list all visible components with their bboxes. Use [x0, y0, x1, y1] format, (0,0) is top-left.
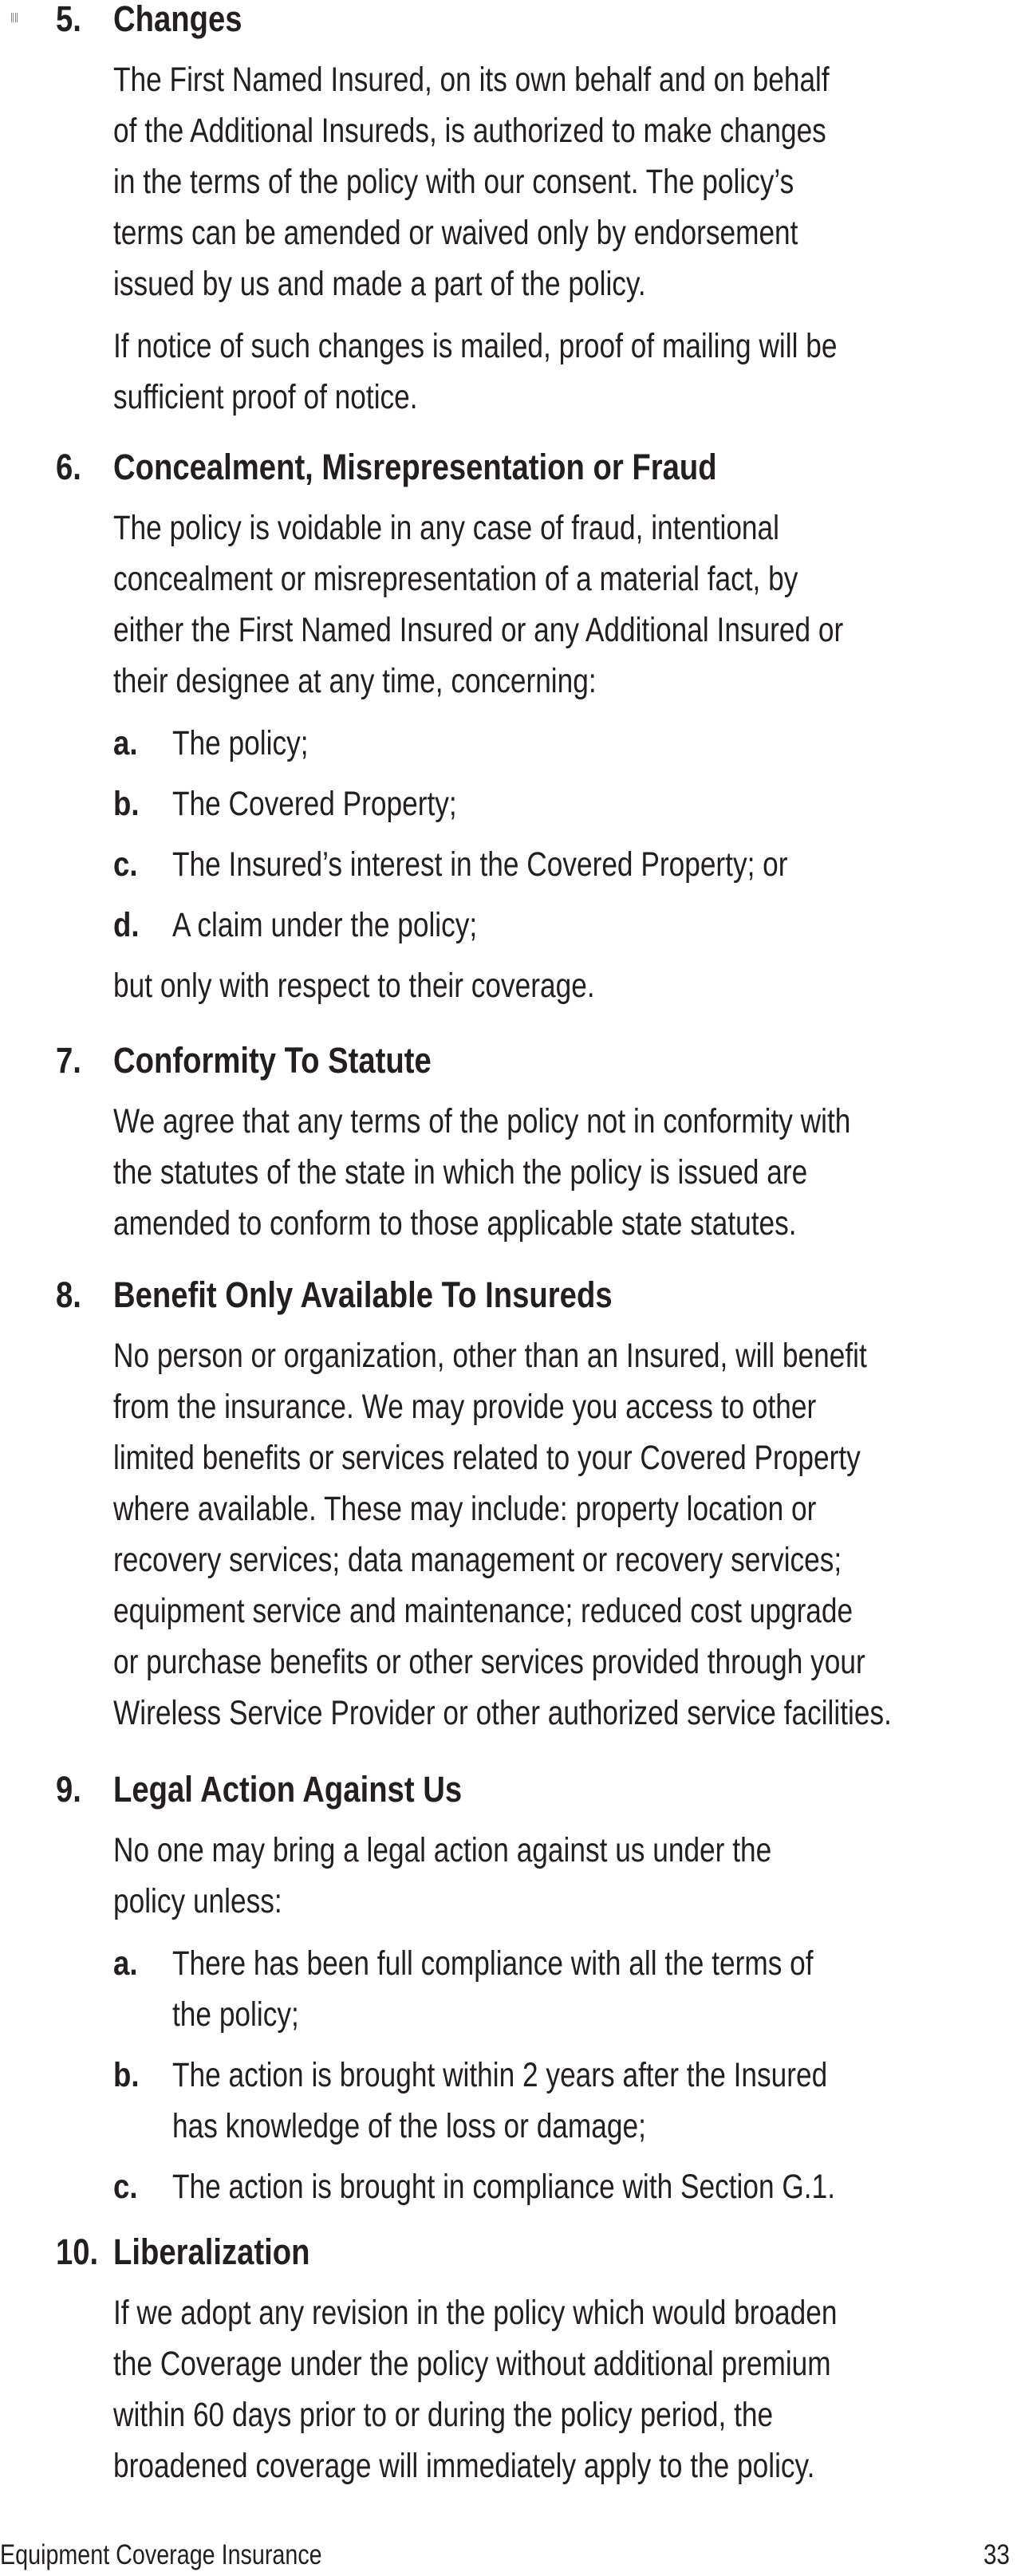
text-line: either the First Named Insured or any Additional Insured or — [113, 611, 844, 649]
text-line: limited benefits or services related to your Covered Property — [113, 1439, 861, 1477]
list-item — [113, 2050, 1021, 2152]
section-number: 8. — [56, 1274, 81, 1315]
section-number: 9. — [56, 1769, 81, 1810]
text-line: from the insurance. We may provide you access to other — [113, 1388, 817, 1426]
text-line: The Covered Property; — [172, 785, 457, 823]
section-title: Changes — [113, 0, 242, 39]
list-item-text — [172, 2050, 892, 2152]
text-line: but only with respect to their coverage. — [113, 967, 595, 1005]
paragraph — [113, 1330, 892, 1739]
paragraph — [113, 2287, 865, 2491]
section-number: 10. — [56, 2231, 99, 2272]
paragraph — [113, 960, 865, 1011]
text-line: If we adopt any revision in the policy which would broaden — [113, 2294, 838, 2332]
list-item — [113, 839, 1021, 890]
section-number: 5. — [56, 0, 81, 39]
list-item-letter: c. — [113, 2168, 138, 2206]
list-item-text — [172, 778, 892, 829]
section-number: 7. — [56, 1040, 81, 1081]
text-line: the statutes of the state in which the policy is issued are — [113, 1153, 808, 1191]
text-line: sufficient proof of notice. — [113, 378, 418, 416]
text-line: within 60 days prior to or during the policy period, the — [113, 2396, 774, 2434]
section-title: Conformity To Statute — [113, 1040, 432, 1081]
section-7 — [56, 1042, 1021, 1260]
section-5 — [56, 0, 1021, 434]
list-item-letter: a. — [113, 1944, 138, 1983]
text-line: The action is brought in compliance with Section G.1. — [172, 2168, 836, 2206]
text-line: issued by us and made a part of the policy. — [113, 265, 646, 303]
text-line: Wireless Service Provider or other authorized service facilities. — [113, 1694, 892, 1732]
text-line: The policy; — [172, 724, 309, 762]
section-8 — [56, 1276, 1021, 1750]
page-number: 33 — [983, 2539, 1010, 2570]
paragraph — [113, 321, 865, 423]
footer-title: Equipment Coverage Insurance — [0, 2539, 322, 2570]
section-title: Liberalization — [113, 2231, 310, 2272]
section-10 — [56, 2233, 1021, 2503]
text-line: No person or organization, other than an Insured, will benefit — [113, 1337, 867, 1375]
text-line: The Insured’s interest in the Covered Property; or — [172, 845, 788, 884]
list-item-text — [172, 718, 892, 769]
paragraph — [113, 54, 865, 309]
margin-mark-icon — [11, 13, 18, 22]
list-item-letter: c. — [113, 845, 138, 884]
list-item — [113, 2161, 1021, 2212]
list-item — [113, 900, 1021, 951]
text-line: the Coverage under the policy without additional premium — [113, 2345, 831, 2383]
paragraph — [113, 1825, 865, 1927]
list-item-text — [172, 839, 892, 890]
text-line: The action is brought within 2 years after the Insured — [172, 2056, 828, 2094]
text-line: The policy is voidable in any case of fraud, intentional — [113, 509, 779, 547]
section-title: Legal Action Against Us — [113, 1769, 463, 1810]
text-line: in the terms of the policy with our consent. The policy’s — [113, 163, 794, 201]
list-item — [113, 778, 1021, 829]
text-line: amended to conform to those applicable state statutes. — [113, 1204, 797, 1243]
text-line: where available. These may include: property location or — [113, 1490, 817, 1528]
text-line: terms can be amended or waived only by endorsement — [113, 214, 798, 252]
list-item-letter: b. — [113, 785, 140, 823]
text-line: concealment or misrepresentation of a material fact, by — [113, 560, 798, 598]
text-line: A claim under the policy; — [172, 906, 478, 944]
text-line: or purchase benefits or other services provided through your — [113, 1643, 865, 1681]
list-item-letter: a. — [113, 724, 138, 762]
text-line: their designee at any time, concerning: — [113, 662, 597, 700]
text-line: of the Additional Insureds, is authorized to make changes — [113, 112, 826, 150]
list-item-text — [172, 1938, 892, 2040]
text-line: There has been full compliance with all the terms of — [172, 1944, 814, 1983]
text-line: equipment service and maintenance; reduced cost upgrade — [113, 1592, 853, 1630]
text-line: the policy; — [172, 1995, 299, 2034]
list-item — [113, 1938, 1021, 2040]
list-item-letter: d. — [113, 906, 140, 944]
list-item-text — [172, 2161, 892, 2212]
list-item-text — [172, 900, 892, 951]
text-line: No one may bring a legal action against us under the — [113, 1831, 772, 1869]
text-line: policy unless: — [113, 1882, 282, 1920]
list-item-letter: b. — [113, 2056, 140, 2094]
section-title: Concealment, Misrepresentation or Fraud — [113, 447, 717, 487]
text-line: broadened coverage will immediately apply to the policy. — [113, 2447, 815, 2485]
section-9 — [56, 1771, 1021, 2222]
section-title: Benefit Only Available To Insureds — [113, 1274, 613, 1315]
section-6 — [56, 448, 1021, 1022]
text-line: We agree that any terms of the policy not in conformity with — [113, 1102, 851, 1140]
text-line: The First Named Insured, on its own behalf and on behalf — [113, 61, 830, 99]
text-line: If notice of such changes is mailed, proof of mailing will be — [113, 327, 838, 365]
paragraph — [113, 1096, 865, 1249]
text-line: has knowledge of the loss or damage; — [172, 2107, 646, 2145]
paragraph — [113, 502, 865, 707]
section-number: 6. — [56, 447, 81, 487]
text-line: recovery services; data management or recovery services; — [113, 1541, 842, 1579]
list-item — [113, 718, 1021, 769]
